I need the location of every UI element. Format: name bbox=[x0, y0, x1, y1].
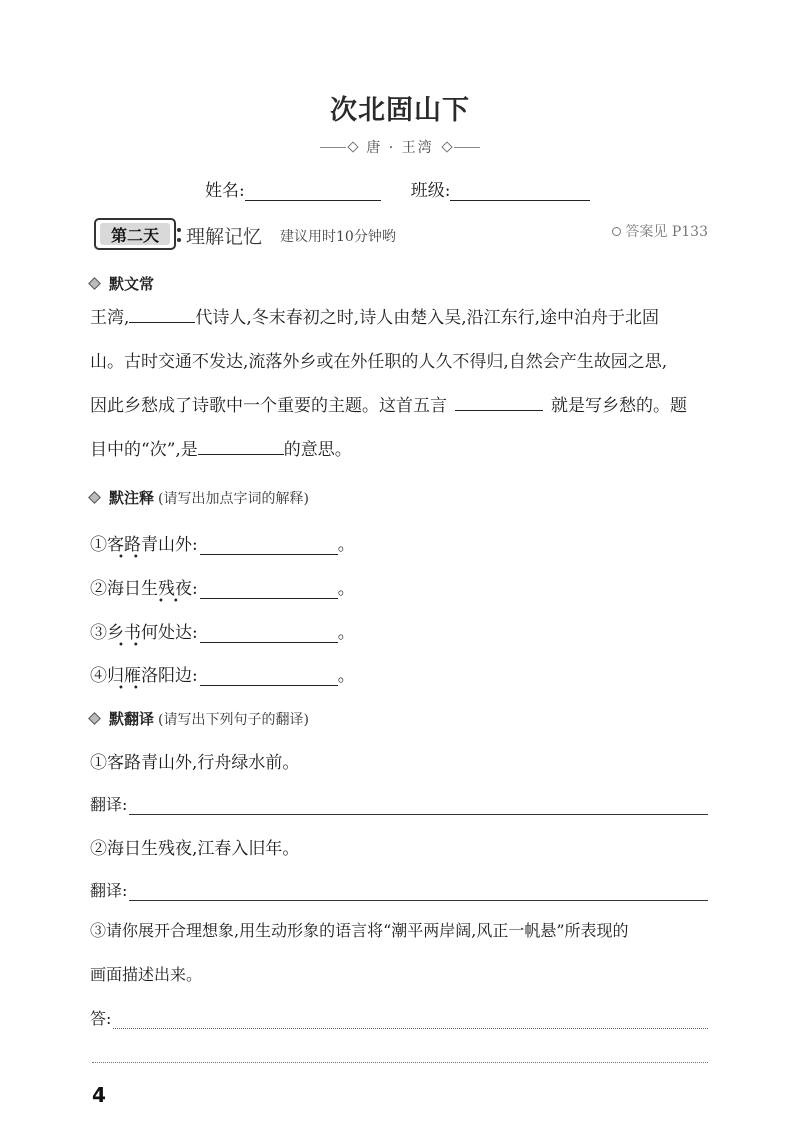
note-item-label: ②海日生残夜: bbox=[90, 579, 198, 599]
section-title: 默翻译 bbox=[109, 710, 155, 728]
class-label: 班级: bbox=[410, 181, 451, 201]
day-header bbox=[94, 218, 708, 254]
class-field[interactable] bbox=[450, 183, 590, 201]
note-answer-field[interactable] bbox=[200, 625, 338, 643]
section-heading-memory bbox=[90, 273, 154, 294]
note-item-4 bbox=[90, 661, 355, 694]
description-question-cont: 画面描述出来。 bbox=[90, 965, 203, 984]
answer-line[interactable] bbox=[113, 1012, 708, 1029]
note-item-2 bbox=[90, 574, 355, 607]
blank-dynasty[interactable] bbox=[129, 305, 195, 323]
section-title: 默注释 bbox=[109, 489, 155, 507]
section-title: 默文常 bbox=[109, 275, 155, 293]
text: 因此乡愁成了诗歌中一个重要的主题。这首五言 bbox=[90, 396, 447, 416]
section-heading-translation bbox=[90, 708, 309, 729]
ornament-left-icon bbox=[320, 143, 360, 151]
answer-reference-text: 答案见 P133 bbox=[625, 224, 708, 240]
note-item-3 bbox=[90, 618, 355, 651]
text: 代诗人,冬末春初之时,诗人由楚入吴,沿江东行,途中泊舟于北固 bbox=[195, 308, 660, 328]
page-number: 4 bbox=[92, 1083, 106, 1107]
blank-ci-meaning[interactable] bbox=[198, 437, 284, 455]
note-answer-field[interactable] bbox=[200, 537, 338, 555]
text: 目中的“次”,是 bbox=[90, 440, 198, 460]
intro-paragraph bbox=[90, 296, 720, 472]
translation-row-1 bbox=[90, 792, 708, 815]
translation-row-2 bbox=[90, 878, 708, 901]
circle-icon bbox=[612, 227, 621, 236]
translation-question-1: ①客路青山外,行舟绿水前。 bbox=[90, 753, 300, 773]
emphasis-dots: •• bbox=[118, 683, 148, 694]
note-item-label: ①客路青山外: bbox=[90, 535, 198, 555]
paragraph-line: 山。古时交通不发达,流落外乡或在外任职的人久不得归,自然会产生故园之思, bbox=[90, 352, 668, 372]
translation-question-2: ②海日生残夜,江春入旧年。 bbox=[90, 839, 300, 859]
emphasis-dots: •• bbox=[118, 640, 148, 651]
text: 就是写乡愁的。题 bbox=[551, 396, 687, 416]
day-badge-label: 第二天 bbox=[100, 223, 170, 245]
answer-reference bbox=[612, 221, 708, 241]
emphasis-dots: •• bbox=[118, 552, 148, 563]
blank-poem-type[interactable] bbox=[455, 393, 543, 411]
diamond-icon bbox=[88, 491, 101, 504]
emphasis-dots: •• bbox=[158, 596, 188, 607]
poem-title: 次北固山下 bbox=[330, 95, 470, 126]
time-hint: 建议用时10分钟哟 bbox=[280, 229, 396, 245]
paragraph-line bbox=[90, 428, 720, 472]
day-title: 理解记忆 bbox=[186, 226, 263, 248]
text: 王湾, bbox=[90, 308, 130, 328]
answer-row bbox=[90, 1006, 708, 1029]
translation-answer-line[interactable] bbox=[129, 798, 708, 815]
note-item-label: ④归雁洛阳边: bbox=[90, 666, 198, 686]
answer-line-2[interactable] bbox=[92, 1062, 708, 1063]
author-row bbox=[300, 138, 500, 156]
text: 的意思。 bbox=[283, 440, 352, 460]
section-heading-notes bbox=[90, 487, 309, 508]
name-field[interactable] bbox=[245, 183, 381, 201]
name-label: 姓名: bbox=[205, 181, 245, 201]
period: 。 bbox=[337, 535, 355, 555]
note-answer-field[interactable] bbox=[200, 668, 338, 686]
note-answer-field[interactable] bbox=[200, 581, 338, 599]
answer-label: 答: bbox=[90, 1009, 112, 1028]
translation-answer-line[interactable] bbox=[129, 884, 708, 901]
period: 。 bbox=[337, 666, 355, 686]
period: 。 bbox=[337, 579, 355, 599]
note-item-label: ③乡书何处达: bbox=[90, 623, 198, 643]
translation-label: 翻译: bbox=[90, 881, 128, 900]
paragraph-line bbox=[90, 296, 720, 340]
student-info-row bbox=[205, 176, 590, 201]
section-note: (请写出加点字词的解释) bbox=[158, 490, 309, 507]
diamond-icon bbox=[88, 277, 101, 290]
period: 。 bbox=[337, 623, 355, 643]
description-question: ③请你展开合理想象,用生动形象的语言将“潮平两岸阔,风正一帆悬”所表现的 bbox=[90, 921, 629, 940]
poem-author: 唐 · 王湾 bbox=[366, 140, 434, 156]
badge-dot-icon bbox=[177, 228, 181, 232]
note-item-1 bbox=[90, 530, 355, 563]
diamond-icon bbox=[88, 712, 101, 725]
section-note: (请写出下列句子的翻译) bbox=[158, 711, 309, 728]
day-badge bbox=[94, 218, 176, 250]
paragraph-line bbox=[90, 384, 720, 428]
badge-dot-icon bbox=[177, 238, 181, 242]
ornament-right-icon bbox=[440, 143, 480, 151]
translation-label: 翻译: bbox=[90, 795, 128, 814]
